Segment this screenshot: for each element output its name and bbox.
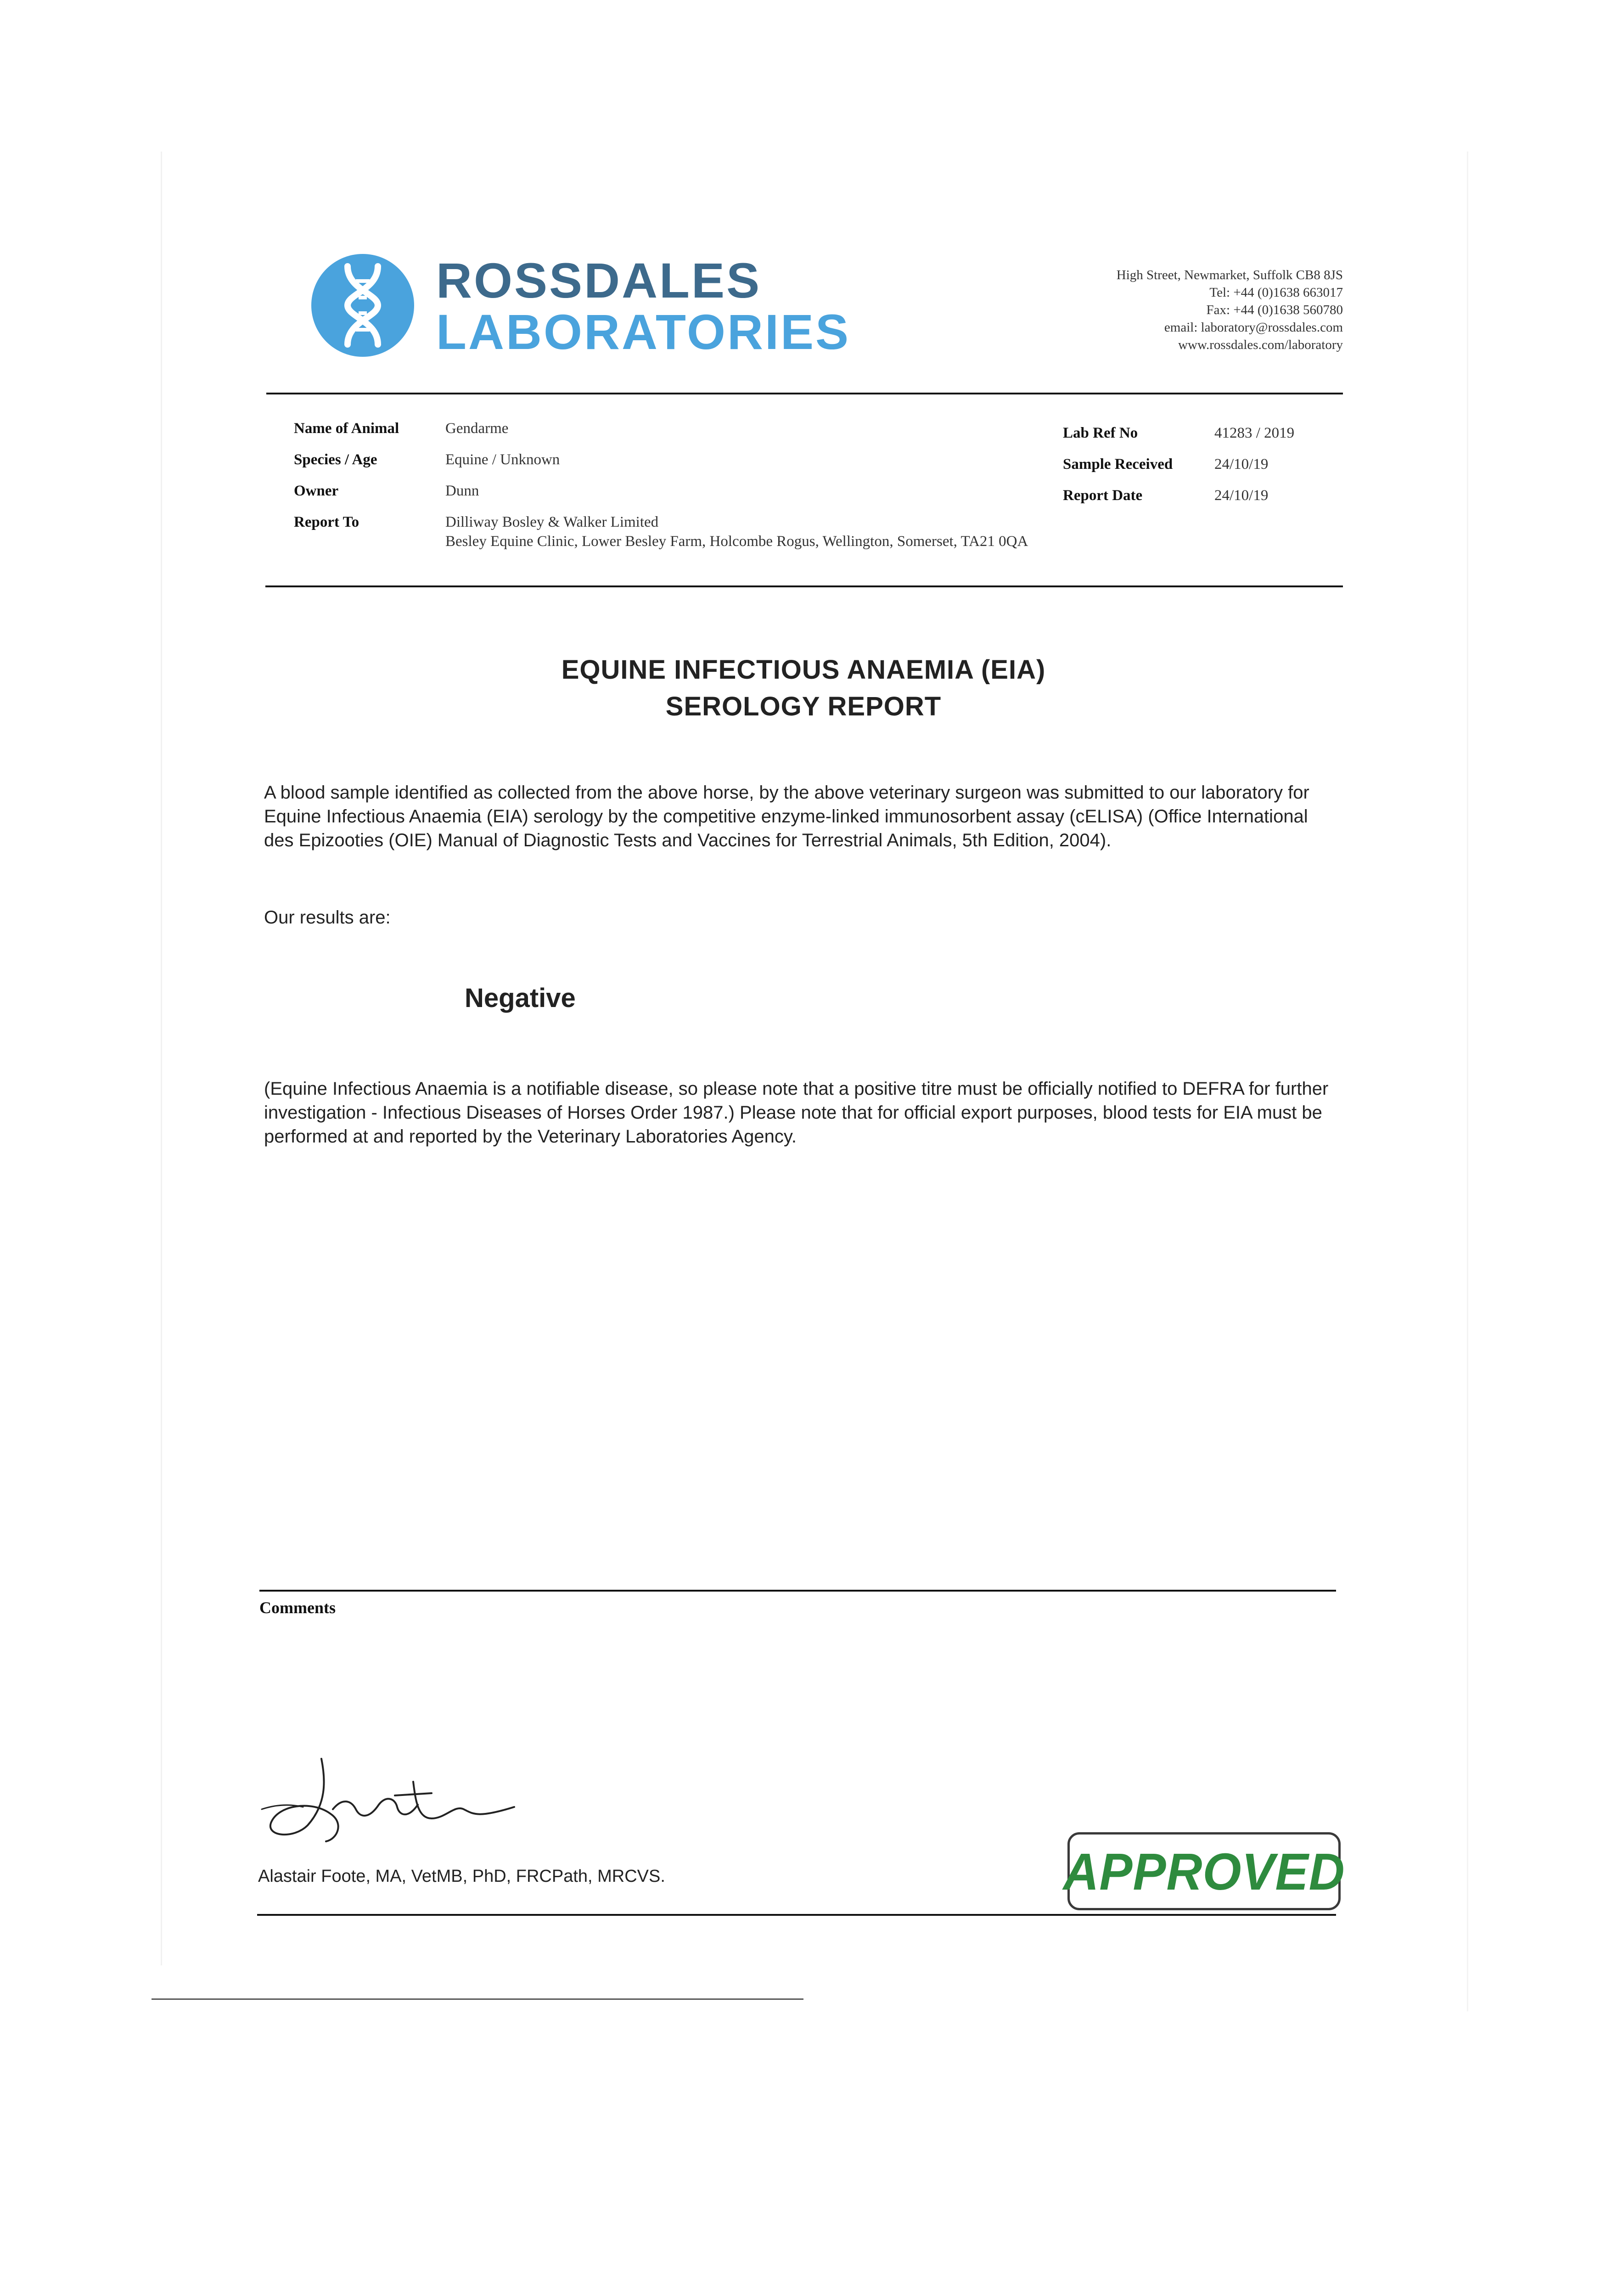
owner-label: Owner <box>294 483 339 499</box>
address-fax: Fax: +44 (0)1638 560780 <box>1206 303 1343 317</box>
signature-image <box>257 1750 542 1855</box>
results-intro: Our results are: <box>264 907 391 928</box>
name-of-animal-value: Gendarme <box>445 420 509 437</box>
report-title-line-2: SEROLOGY REPORT <box>665 692 942 721</box>
report-date-label: Report Date <box>1063 487 1143 504</box>
lab-address <box>1117 266 1343 354</box>
scan-edge-left <box>161 152 162 1965</box>
brand-line-1: ROSSDALES <box>436 253 762 308</box>
test-result: Negative <box>465 983 576 1013</box>
approved-stamp-text: APPROVED <box>1063 1842 1345 1901</box>
lab-ref-label: Lab Ref No <box>1063 425 1138 441</box>
page-bottom-line <box>152 1998 803 2000</box>
address-email: email: laboratory@rossdales.com <box>1164 320 1343 335</box>
species-age-value: Equine / Unknown <box>445 451 560 468</box>
name-of-animal-label: Name of Animal <box>294 420 399 437</box>
report-to-value-line-2: Besley Equine Clinic, Lower Besley Farm, Holcombe Rogus, Wellington, Somerset, TA21 0QA <box>445 533 1028 550</box>
address-tel: Tel: +44 (0)1638 663017 <box>1209 285 1343 300</box>
header-divider <box>266 393 1343 394</box>
report-to-label: Report To <box>294 514 359 530</box>
details-divider <box>265 585 1343 587</box>
sample-received-value: 24/10/19 <box>1214 456 1269 473</box>
brand-name <box>436 255 850 358</box>
sample-description: A blood sample identified as collected from the above horse, by the above veterinary surgeon was submitted to our laboratory for Equine Infectious Anaemia (EIA) serology by the competitive enzyme-linked immunosorbent assay (cELISA) (Office International des Epizooties (OIE) Manual of Diagnostic Tests and Vaccines for Terrestrial Animals, 5th Edition, 2004). <box>264 782 1309 850</box>
approved-stamp <box>1063 1832 1345 1910</box>
report-to-value-line-1: Dilliway Bosley & Walker Limited <box>445 514 659 530</box>
address-street: High Street, Newmarket, Suffolk CB8 8JS <box>1116 268 1343 282</box>
lab-ref-value: 41283 / 2019 <box>1214 425 1295 441</box>
brand-line-2: LABORATORIES <box>436 304 851 360</box>
footer-divider <box>257 1914 1336 1916</box>
comments-divider <box>259 1590 1336 1592</box>
address-website: www.rossdales.com/laboratory <box>1178 338 1343 352</box>
dna-logo-icon <box>310 253 416 358</box>
report-date-value: 24/10/19 <box>1214 487 1269 504</box>
scan-edge-right <box>1467 152 1468 2011</box>
signer-name: Alastair Foote, MA, VetMB, PhD, FRCPath, MRCVS. <box>258 1867 665 1886</box>
sample-received-label: Sample Received <box>1063 456 1173 473</box>
owner-value: Dunn <box>445 483 479 499</box>
notifiable-disease-note: (Equine Infectious Anaemia is a notifiable disease, so please note that a positive titre must be officially notified to DEFRA for further investigation - Infectious Diseases of Horses Order 1987.) Please note that for official export purposes, blood tests for EIA must be performed at and reported by the Veterinary Laboratories Agency. <box>264 1079 1329 1147</box>
report-title-line-1: EQUINE INFECTIOUS ANAEMIA (EIA) <box>561 655 1046 685</box>
species-age-label: Species / Age <box>294 451 377 468</box>
comments-label: Comments <box>259 1598 336 1617</box>
